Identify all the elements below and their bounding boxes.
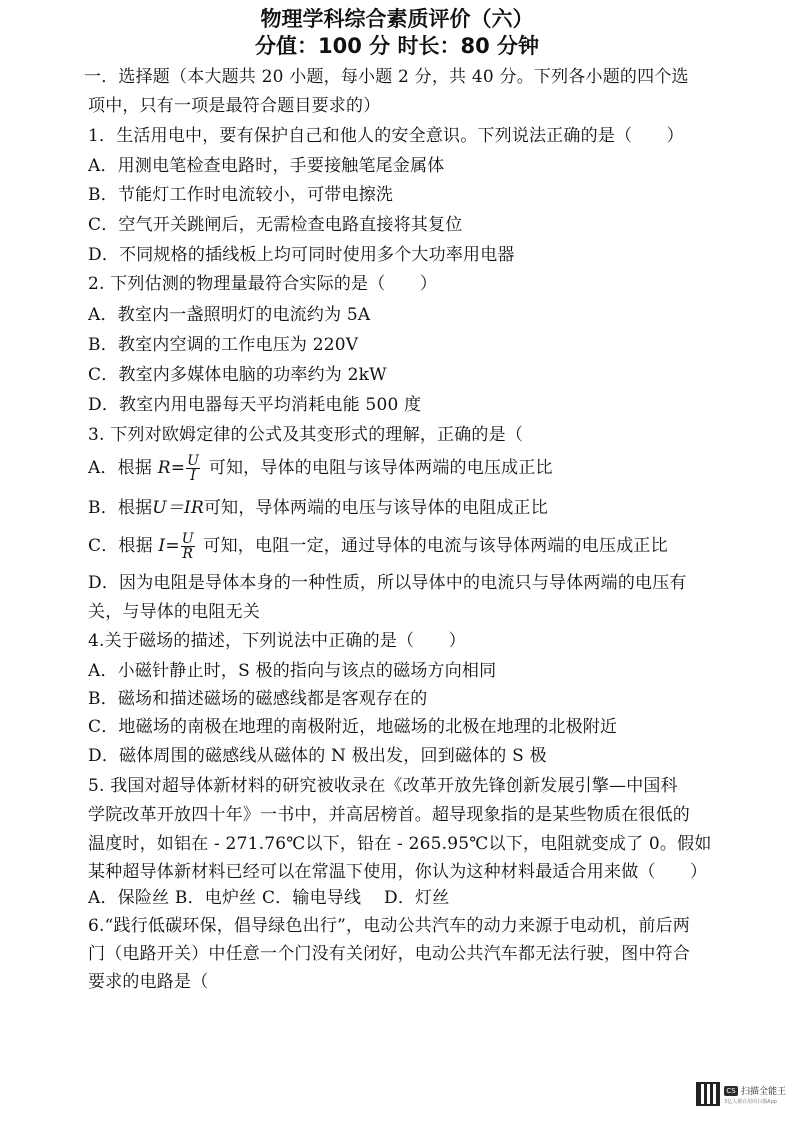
q2-option-b: B．教室内空调的工作电压为 220V bbox=[88, 335, 359, 355]
q3-option-b bbox=[88, 497, 548, 519]
q6-line3: 要求的电路是（ bbox=[88, 972, 243, 992]
q2-option-c: C．教室内多媒体电脑的功率约为 2kW bbox=[88, 365, 387, 385]
q1-option-a: A．用测电笔检查电路时，手要接触笔尾金属体 bbox=[88, 156, 445, 176]
q3-b-prefix: B．根据 bbox=[88, 498, 153, 518]
q3-a-suffix: 可知，导体的电阻与该导体两端的电压成正比 bbox=[208, 458, 553, 478]
exam-title: 物理学科综合素质评价（六） bbox=[260, 7, 534, 31]
q4-option-c: C．地磁场的南极在地理的南极附近，地磁场的北极在地理的北极附近 bbox=[88, 717, 618, 737]
q4-option-a: A．小磁针静止时，S 极的指向与该点的磁场方向相同 bbox=[88, 661, 497, 681]
q3-c-numerator: U bbox=[181, 531, 194, 547]
q3-c-fraction bbox=[181, 532, 195, 561]
q2-option-d: D．教室内用电器每天平均消耗电能 500 度 bbox=[88, 395, 422, 415]
q1-option-d: D．不同规格的插线板上均可同时使用多个大功率用电器 bbox=[88, 245, 515, 265]
q5-line1: 5. 我国对超导体新材料的研究被收录在《改革开放先锋创新发展引擎—中国科 bbox=[88, 776, 678, 796]
q3-c-variable: I bbox=[158, 536, 166, 556]
q1-stem: 1．生活用电中，要有保护自己和他人的安全意识。下列说法正确的是（ ） bbox=[88, 126, 684, 146]
q3-a-numerator: U bbox=[187, 453, 200, 469]
qr-code-icon bbox=[696, 1082, 720, 1106]
q4-option-b: B．磁场和描述磁场的磁感线都是客观存在的 bbox=[88, 689, 428, 709]
q6-line2: 门（电路开关）中任意一个门没有关闭好，电动公共汽车都无法行驶，图中符合 bbox=[88, 944, 690, 964]
q3-option-a: A．根据 R= $\frac{U}{I}$ 可知，导体的电阻与该导体两端的电压成正比 bbox=[88, 453, 553, 484]
scanner-name: 扫描全能王 bbox=[741, 1087, 787, 1097]
q1-option-c: C．空气开关跳闸后，无需检查电路直接将其复位 bbox=[88, 215, 463, 235]
q5-line2: 学院改革开放四十年》一书中，并高居榜首。超导现象指的是某些物质在很低的 bbox=[88, 805, 690, 825]
q3-option-d-line1: D．因为电阻是导体本身的一种性质，所以导体中的电流只与导体两端的电压有 bbox=[88, 573, 687, 593]
q5-line4: 某种超导体新材料已经可以在常温下使用，你认为这种材料最适合用来做（ ） bbox=[88, 862, 708, 882]
q3-b-formula: U＝IR bbox=[152, 498, 204, 518]
q3-b-suffix: 可知，导体两端的电压与该导体的电阻成正比 bbox=[203, 498, 548, 518]
section-heading-line2: 项中，只有一项是最符合题目要求的） bbox=[88, 96, 381, 116]
q6-line1: 6.“践行低碳环保，倡导绿色出行”，电动公共汽车的动力来源于电动机，前后两 bbox=[88, 916, 690, 936]
exam-subtitle: 分值：100 分 时长：80 分钟 bbox=[255, 34, 539, 58]
q3-c-denominator: R bbox=[182, 546, 194, 562]
q1-option-b: B．节能灯工作时电流较小，可带电擦洗 bbox=[88, 185, 394, 205]
q4-option-d: D．磁体周围的磁感线从磁体的 N 极出发，回到磁体的 S 极 bbox=[88, 746, 547, 766]
scanner-watermark bbox=[724, 1084, 786, 1097]
q3-option-c: C．根据 I= $\frac{U}{R}$ 可知，电阻一定，通过导体的电流与该导体两端的电压成正比 bbox=[88, 531, 668, 562]
q5-options: A．保险丝 B．电炉丝 C．输电导线 D．灯丝 bbox=[88, 888, 450, 908]
section-heading-line1: 一．选择题（本大题共 20 小题，每小题 2 分，共 40 分。下列各小题的四个选 bbox=[84, 67, 689, 87]
q3-stem: 3. 下列对欧姆定律的公式及其变形式的理解，正确的是（ bbox=[88, 425, 524, 445]
q2-stem: 2. 下列估测的物理量最符合实际的是（ ） bbox=[88, 274, 438, 294]
q5-line3: 温度时，如铝在 - 271.76℃以下，铅在 - 265.95℃以下，电阻就变成了 0。假如 bbox=[88, 834, 712, 854]
q3-c-prefix: C．根据 bbox=[88, 536, 153, 556]
q3-a-denominator: I bbox=[190, 468, 196, 484]
scanner-logo-icon: CS bbox=[724, 1086, 738, 1096]
q3-c-suffix: 可知，电阻一定，通过导体的电流与该导体两端的电压成正比 bbox=[203, 536, 668, 556]
q3-option-d-line2: 关，与导体的电阻无关 bbox=[88, 602, 260, 622]
q4-stem: 4.关于磁场的描述，下列说法中正确的是（ ） bbox=[88, 631, 466, 651]
q2-option-a: A．教室内一盏照明灯的电流约为 5A bbox=[88, 305, 371, 325]
q3-a-variable: R bbox=[157, 458, 171, 478]
q3-a-fraction bbox=[186, 454, 200, 483]
scanner-tagline: 3亿人都在用的扫描App bbox=[724, 1099, 777, 1105]
q3-a-prefix: A．根据 bbox=[88, 458, 153, 478]
